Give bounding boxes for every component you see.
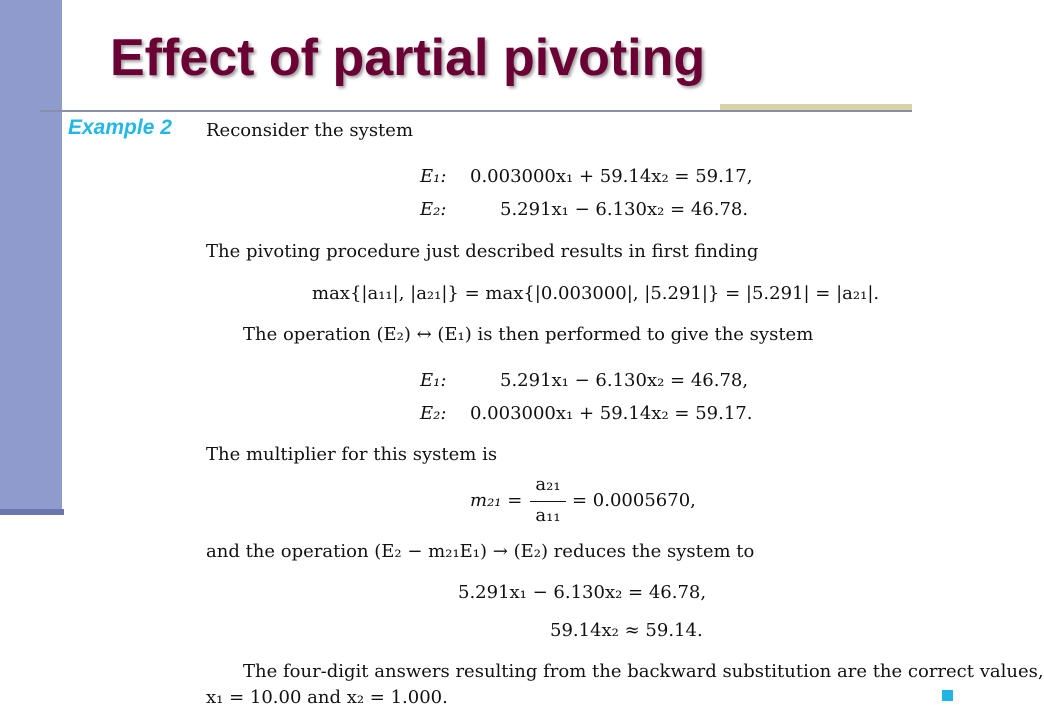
left-sidebar-shadow xyxy=(0,509,64,515)
example-label: Example 2 xyxy=(68,116,172,139)
multiplier-text: The multiplier for this system is xyxy=(206,444,498,465)
title-divider xyxy=(40,110,912,112)
system2-e2-label: E₂: xyxy=(420,403,447,424)
multiplier-rhs: = 0.0005670, xyxy=(572,490,696,511)
reduced-equation-1: 5.291x₁ − 6.130x₂ = 46.78, xyxy=(458,582,707,603)
system2-e1-equation: 5.291x₁ − 6.130x₂ = 46.78, xyxy=(500,370,749,391)
reduced-equation-2: 59.14x₂ ≈ 59.14. xyxy=(550,620,703,641)
multiplier-denominator: a₁₁ xyxy=(535,505,561,526)
intro-text: Reconsider the system xyxy=(206,120,414,141)
system1-e2-label: E₂: xyxy=(420,199,447,220)
fraction-bar xyxy=(530,501,566,502)
pivot-text: The pivoting procedure just described results in first finding xyxy=(206,241,759,262)
left-sidebar-bar xyxy=(0,0,62,512)
system1-e1-label: E₁: xyxy=(420,166,447,187)
end-of-proof-icon xyxy=(942,690,953,701)
conclusion-line-1: The four-digit answers resulting from the backward substitution are the correct values, xyxy=(243,661,1044,682)
system1-e2-equation: 5.291x₁ − 6.130x₂ = 46.78. xyxy=(500,199,749,220)
multiplier-numerator: a₂₁ xyxy=(535,474,561,495)
slide-title: Effect of partial pivoting xyxy=(110,29,706,87)
system2-e1-label: E₁: xyxy=(420,370,447,391)
multiplier-lhs: m₂₁ = xyxy=(470,490,523,511)
conclusion-line-2: x₁ = 10.00 and x₂ = 1.000. xyxy=(206,687,448,708)
system2-e2-equation: 0.003000x₁ + 59.14x₂ = 59.17. xyxy=(470,403,753,424)
max-equation: max{|a₁₁|, |a₂₁|} = max{|0.003000|, |5.291|} = |5.291| = |a₂₁|. xyxy=(312,283,880,304)
reduce-text: and the operation (E₂ − m₂₁E₁) → (E₂) reduces the system to xyxy=(206,541,755,562)
system1-e1-equation: 0.003000x₁ + 59.14x₂ = 59.17, xyxy=(470,166,753,187)
operation-text: The operation (E₂) ↔ (E₁) is then performed to give the system xyxy=(243,324,814,345)
